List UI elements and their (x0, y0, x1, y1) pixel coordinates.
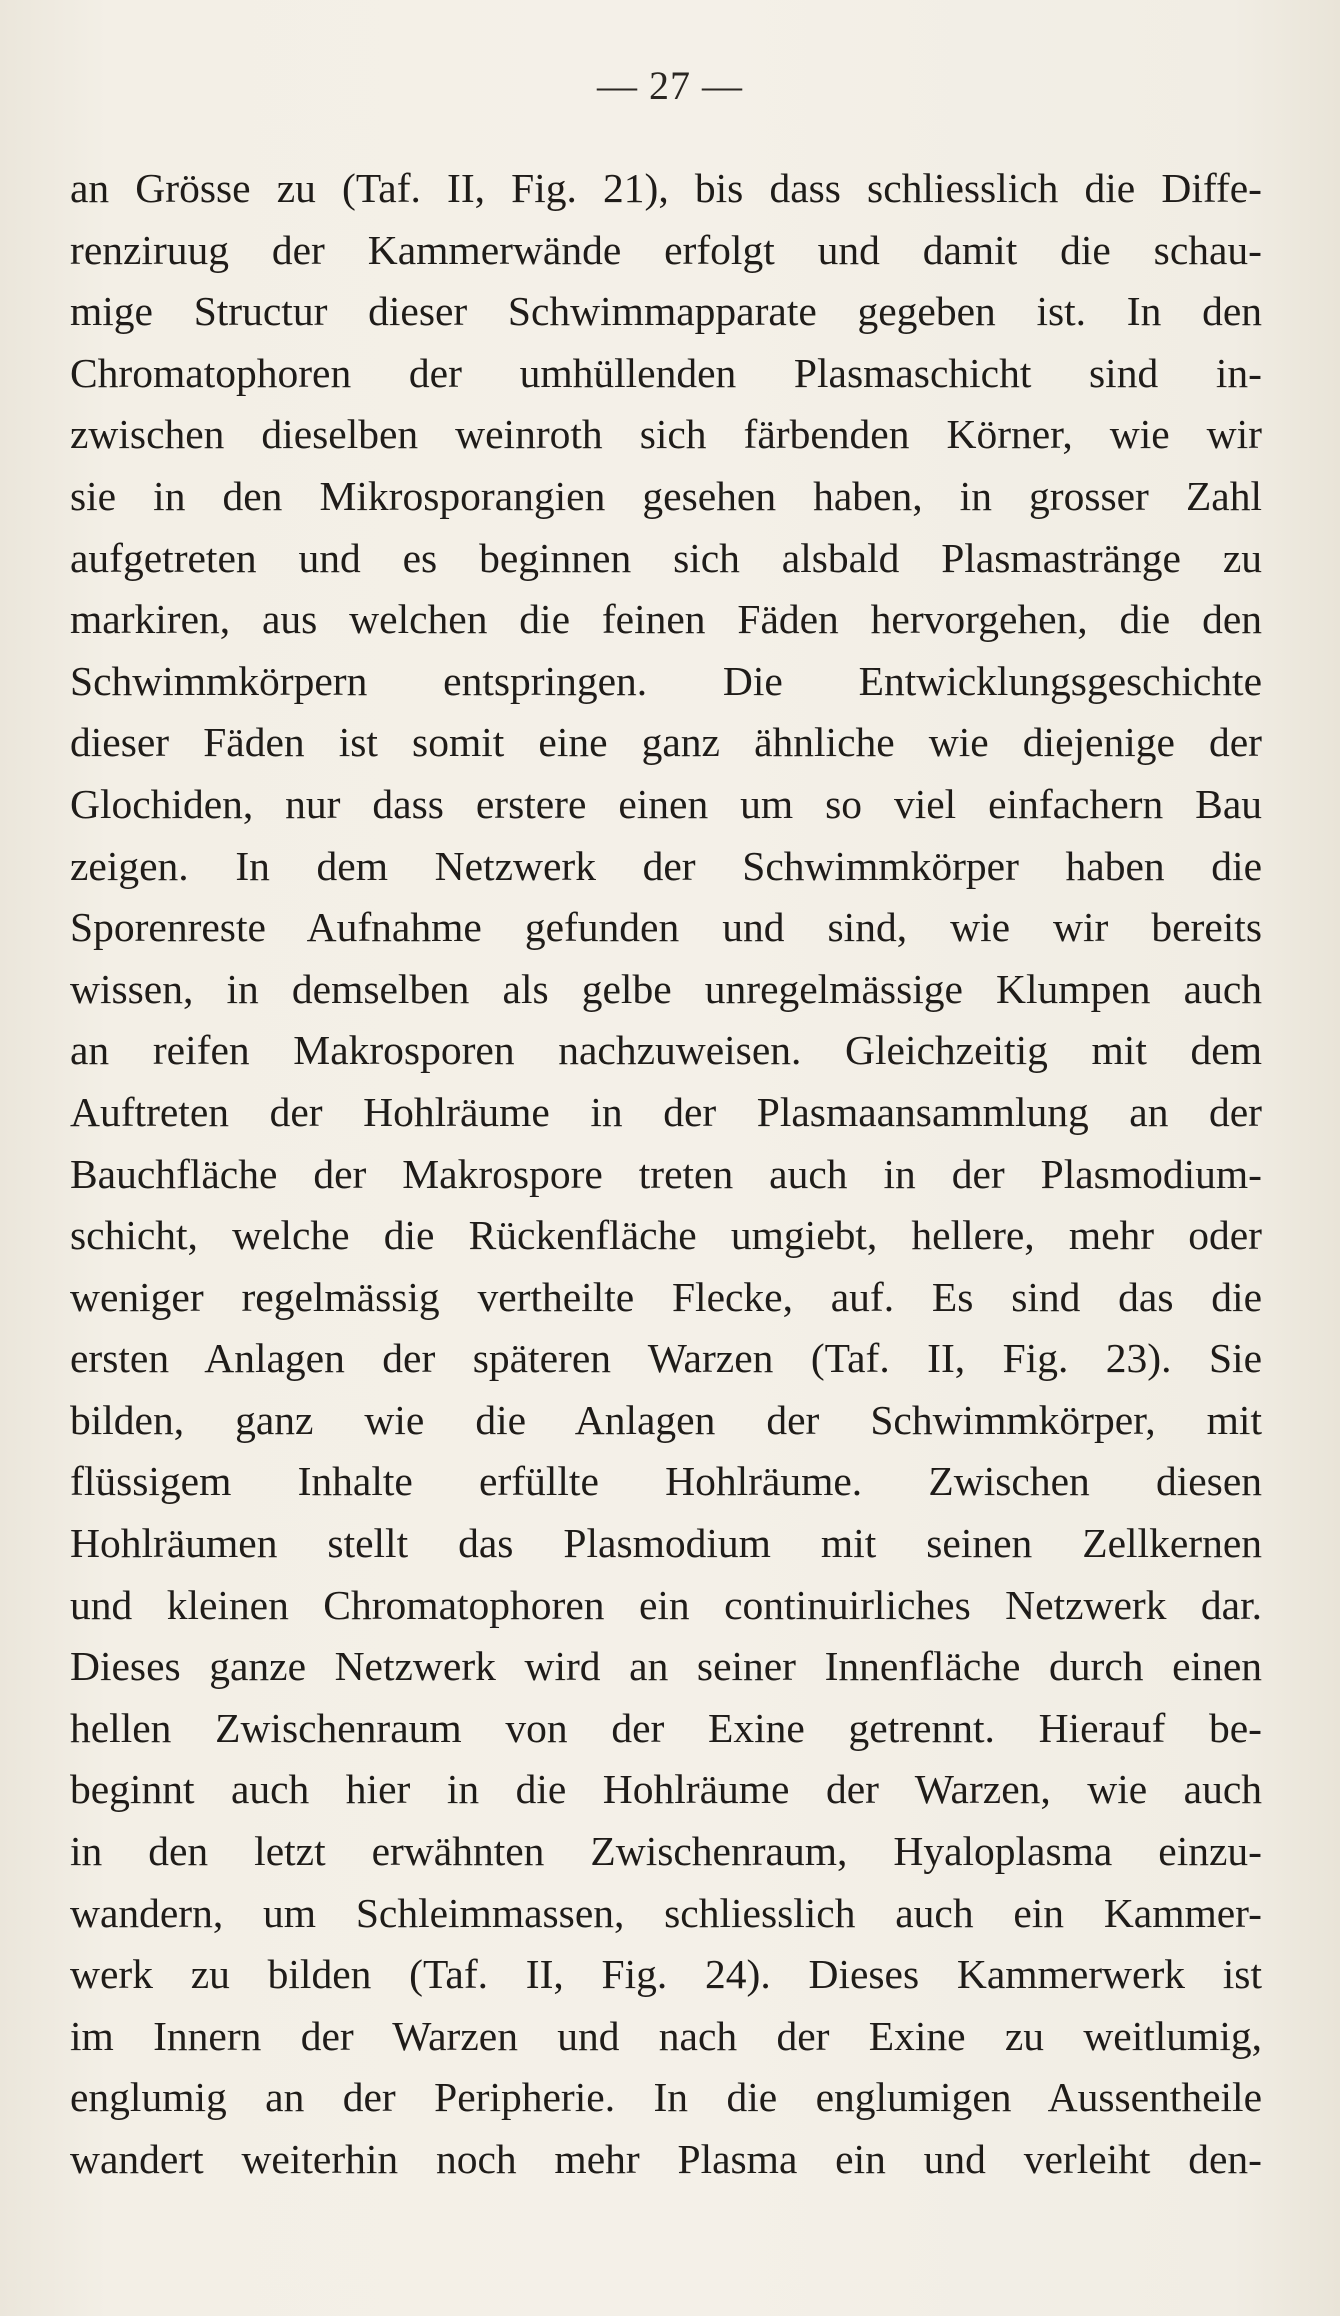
text-line: im Innern der Warzen und nach der Exine zu weitlumig, (70, 2012, 1262, 2059)
text-line: in den letzt erwähnten Zwischenraum, Hyaloplasma einzu- (70, 1828, 1262, 1875)
text-line: Chromatophoren der umhüllenden Plasmaschicht sind in- (70, 349, 1262, 396)
text-line: zeigen. In dem Netzwerk der Schwimmkörper haben die (70, 842, 1262, 889)
text-line: hellen Zwischenraum von der Exine getrennt. Hierauf be- (70, 1704, 1262, 1751)
text-line: werk zu bilden (Taf. II, Fig. 24). Dieses Kammerwerk ist (70, 1951, 1262, 1998)
text-line: weniger regelmässig vertheilte Flecke, auf. Es sind das die (70, 1273, 1262, 1320)
text-line: wandern, um Schleimmassen, schliesslich auch ein Kammer- (70, 1889, 1262, 1936)
text-line: renziruug der Kammerwände erfolgt und damit die schau- (70, 226, 1262, 273)
text-line: zwischen dieselben weinroth sich färbenden Körner, wie wir (70, 411, 1262, 458)
text-line: beginnt auch hier in die Hohlräume der Warzen, wie auch (70, 1766, 1262, 1813)
text-line: aufgetreten und es beginnen sich alsbald Plasmastränge zu (70, 534, 1262, 581)
text-line: Bauchfläche der Makrospore treten auch in der Plasmodium- (70, 1150, 1262, 1197)
text-line: sie in den Mikrosporangien gesehen haben, in grosser Zahl (70, 472, 1262, 519)
text-line: an Grösse zu (Taf. II, Fig. 21), bis dass schliesslich die Diffe- (70, 165, 1262, 211)
text-line: Schwimmkörpern entspringen. Die Entwicklungsgeschichte (70, 657, 1262, 704)
text-line: markiren, aus welchen die feinen Fäden hervorgehen, die den (70, 596, 1262, 643)
text-line: Auftreten der Hohlräume in der Plasmaansammlung an der (70, 1088, 1262, 1135)
text-line: dieser Fäden ist somit eine ganz ähnliche wie diejenige der (70, 719, 1262, 766)
text-line: und kleinen Chromatophoren ein continuirliches Netzwerk dar. (70, 1581, 1262, 1628)
text-line: wandert weiterhin noch mehr Plasma ein und verleiht den- (70, 2136, 1262, 2182)
text-line: ersten Anlagen der späteren Warzen (Taf. II, Fig. 23). Sie (70, 1335, 1262, 1382)
text-line: Hohlräumen stellt das Plasmodium mit seinen Zellkernen (70, 1520, 1262, 1567)
text-line: flüssigem Inhalte erfüllte Hohlräume. Zwischen diesen (70, 1458, 1262, 1505)
text-line: Dieses ganze Netzwerk wird an seiner Innenfläche durch einen (70, 1643, 1262, 1690)
text-line: Glochiden, nur dass erstere einen um so viel einfachern Bau (70, 780, 1262, 827)
text-line: schicht, welche die Rückenfläche umgiebt, hellere, mehr oder (70, 1212, 1262, 1259)
body-paragraph (70, 158, 1262, 2191)
text-line: Sporenreste Aufnahme gefunden und sind, wie wir bereits (70, 904, 1262, 951)
text-line: bilden, ganz wie die Anlagen der Schwimmkörper, mit (70, 1396, 1262, 1443)
text-line: wissen, in demselben als gelbe unregelmässige Klumpen auch (70, 965, 1262, 1012)
page-number: — 27 — (597, 63, 743, 108)
text-line: englumig an der Peripherie. In die englumigen Aussentheile (70, 2074, 1262, 2121)
text-line: mige Structur dieser Schwimmapparate gegeben ist. In den (70, 288, 1262, 335)
text-line: an reifen Makrosporen nachzuweisen. Gleichzeitig mit dem (70, 1027, 1262, 1074)
